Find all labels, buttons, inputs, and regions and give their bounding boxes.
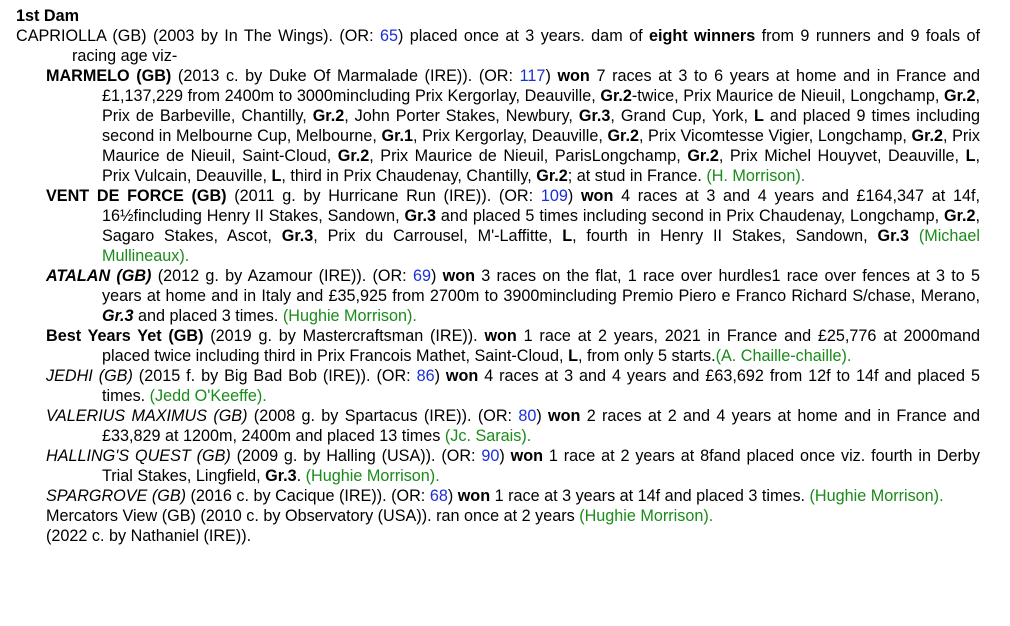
text-run: , fourth in Henry II Stakes, Sandown, [572, 227, 878, 245]
bold-run: L [562, 227, 573, 245]
text-run: (2022 c. by Nathaniel (IRE)). [46, 527, 252, 545]
text-run: (2019 g. by Mastercraftsman (IRE)). [203, 327, 485, 345]
text-run: (2011 g. by Hurricane Run (IRE)). (OR: [226, 187, 541, 205]
text-run: (2009 g. by Halling (USA)). (OR: [230, 447, 482, 465]
text-run: CAPRIOLLA (GB) (2003 by In The Wings). (OR: [16, 27, 380, 45]
rating-value: 109 [540, 187, 568, 205]
text-run: and placed 5 times including second in Prix Chaudenay, Longchamp, [436, 207, 945, 225]
bold-run: won [548, 407, 581, 425]
dam-entry [16, 26, 980, 66]
trainer-name: (H. Morrison). [706, 167, 806, 185]
text-run: (2012 g. by Azamour (IRE)). (OR: [151, 267, 413, 285]
bold-run: won [442, 267, 475, 285]
text-run: ) [567, 187, 581, 205]
text-run: , Grand Cup, York, [610, 107, 754, 125]
text-run: . [296, 467, 306, 485]
text-run: 4 races at 3 and 4 years and £164,347 at 14f, 16½fincluding Henry II Stakes, Sandown, [102, 187, 981, 225]
progeny-entry-best-years-yet [46, 326, 980, 366]
text-run: and placed 3 times. [133, 307, 283, 325]
bold-run: VENT DE FORCE (GB) [46, 187, 227, 205]
bold-run: L [271, 167, 282, 185]
text-run: , Prix Michel Houyvet, Deauville, [718, 147, 966, 165]
bold-run: won [457, 487, 491, 505]
text-run: , Prix Maurice de Nieuil, ParisLongchamp, [369, 147, 688, 165]
text-run: ) [430, 267, 443, 285]
rating-value: 80 [518, 407, 537, 425]
text-run: 1 race at 2 years at 8fand placed once viz. fourth in Derby Trial Stakes, Lingfield, [102, 447, 981, 485]
text-run: , Prix Maurice de Nieuil, Saint-Cloud, [102, 127, 980, 165]
bold-run: Gr.1 [381, 127, 413, 145]
bold-run: Gr.3 [265, 467, 297, 485]
section-title: 1st Dam [16, 7, 79, 25]
progeny-entry-marmelo [46, 66, 980, 186]
bold-run: won [510, 447, 544, 465]
progeny-entry-spargrove [46, 486, 980, 506]
text-run: , from only 5 starts. [577, 347, 716, 365]
bold-run: Gr.2 [312, 107, 345, 125]
bold-run: won [484, 327, 517, 345]
bold-italic-run: Gr.3 [102, 307, 134, 325]
bold-run: Gr.3 [404, 207, 437, 225]
bold-run: Gr.2 [337, 147, 370, 165]
text-run: from 9 runners and 9 foals of racing age viz- [72, 27, 981, 65]
bold-run: eight winners [648, 27, 756, 45]
bold-run: Gr.2 [536, 167, 568, 185]
text-run: -twice, Prix Maurice de Nieuil, Longchamp, [631, 87, 944, 105]
bold-run: L [568, 347, 578, 365]
trainer-name: (Jc. Sarais). [444, 427, 532, 445]
text-run: ) [536, 407, 549, 425]
text-run: ; at stud in France. [567, 167, 707, 185]
text-run: , Prix de Barbeville, Chantilly, [102, 87, 980, 125]
text-run [909, 227, 919, 245]
text-run: , John Porter Stakes, Newbury, [344, 107, 579, 125]
text-run: 4 races at 3 and 4 years and £63,692 from 12f to 14f and placed 5 times. [102, 367, 980, 405]
bold-run: Gr.2 [944, 207, 976, 225]
text-run: ) [499, 447, 511, 465]
progeny-list [46, 66, 980, 546]
trainer-name: (Hughie Morrison). [282, 307, 417, 325]
rating-value: 65 [379, 27, 398, 45]
text-run: ) [447, 487, 458, 505]
trainer-name: (Michael Mullineaux). [102, 227, 980, 265]
bold-run: Gr.2 [600, 87, 632, 105]
text-run: , third in Prix Chaudenay, Chantilly, [281, 167, 537, 185]
rating-value: 86 [416, 367, 435, 385]
progeny-entry-vent-de-force [46, 186, 980, 266]
progeny-entry-valerius-maximus [46, 406, 980, 446]
bold-run: won [580, 187, 614, 205]
bold-run: MARMELO (GB) [46, 67, 172, 85]
bold-run: Gr.3 [281, 227, 314, 245]
text-run: 1 race at 2 years, 2021 in France and £25,776 at 2000mand placed twice including third in Prix Francois Mathet, Saint-Cloud, [102, 327, 980, 365]
bold-run: Gr.2 [687, 147, 719, 165]
bold-run: Gr.2 [911, 127, 944, 145]
text-run: (2008 g. by Spartacus (IRE)). (OR: [247, 407, 519, 425]
progeny-entry-hallings-quest [46, 446, 980, 486]
text-run: ) placed once at 3 years. dam of [398, 27, 649, 45]
bold-run: Gr.2 [607, 127, 639, 145]
progeny-entry-jedhi [46, 366, 980, 406]
progeny-entry-atalan [46, 266, 980, 326]
text-run: , Prix Kergorlay, Deauville, [413, 127, 608, 145]
bold-run: won [445, 367, 479, 385]
bold-run: Gr.2 [944, 87, 976, 105]
bold-run: Gr.3 [578, 107, 611, 125]
text-run: ) [545, 67, 558, 85]
text-run: , Prix Vicomtesse Vigier, Longchamp, [638, 127, 912, 145]
italic-run: VALERIUS MAXIMUS (GB) [46, 407, 248, 425]
trainer-name: (Hughie Morrison). [809, 487, 944, 505]
trainer-name: (Hughie Morrison). [305, 467, 440, 485]
trainer-name: (Jedd O'Keeffe). [149, 387, 267, 405]
text-run: , Sagaro Stakes, Ascot, [102, 207, 981, 245]
bold-italic-run: ATALAN (GB) [46, 267, 152, 285]
rating-value: 90 [481, 447, 500, 465]
bold-run: won [557, 67, 590, 85]
text-run: 7 races at 3 to 6 years at home and in France and £1,137,229 from 2400m to 3000mincluding Prix Kergorlay, Deauville, [102, 67, 980, 105]
italic-run: SPARGROVE (GB) [46, 487, 187, 505]
text-run: , Prix du Carrousel, M'-Laffitte, [313, 227, 563, 245]
text-run: 2 races at 2 and 4 years at home and in France and £33,829 at 1200m, 2400m and placed 13 times [102, 407, 981, 445]
bold-run: L [965, 147, 976, 165]
bold-run: Best Years Yet (GB) [46, 327, 204, 345]
trainer-name: (A. Chaille-chaille). [715, 347, 852, 365]
progeny-entry-mercators-view [46, 506, 980, 526]
text-run: Mercators View (GB) (2010 c. by Observatory (USA)). ran once at 2 years [46, 507, 580, 525]
text-run: (2016 c. by Cacique (IRE)). (OR: [186, 487, 430, 505]
rating-value: 69 [412, 267, 431, 285]
rating-value: 68 [429, 487, 448, 505]
bold-run: Gr.3 [877, 227, 909, 245]
text-run: , Prix Vulcain, Deauville, [102, 147, 980, 185]
text-run: ) [434, 367, 446, 385]
text-run: (2013 c. by Duke Of Marmalade (IRE)). (OR: [171, 67, 520, 85]
italic-run: JEDHI (GB) [46, 367, 133, 385]
rating-value: 117 [519, 67, 546, 85]
text-run: 3 races on the flat, 1 race over hurdles1 race over fences at 3 to 5 years at home and in Italy and £35,925 from 2700m to 3900mincluding Premio Piero e Franco Richard S/chase, Merano, [102, 267, 980, 305]
italic-run: HALLING'S QUEST (GB) [46, 447, 231, 465]
text-run: 1 race at 3 years at 14f and placed 3 times. [490, 487, 810, 505]
bold-run: L [753, 107, 764, 125]
text-run: and placed 9 times including second in Melbourne Cup, Melbourne, [102, 107, 980, 145]
text-run: (2015 f. by Big Bad Bob (IRE)). (OR: [132, 367, 417, 385]
progeny-entry-2022-colt [46, 526, 980, 546]
trainer-name: (Hughie Morrison). [579, 507, 714, 525]
